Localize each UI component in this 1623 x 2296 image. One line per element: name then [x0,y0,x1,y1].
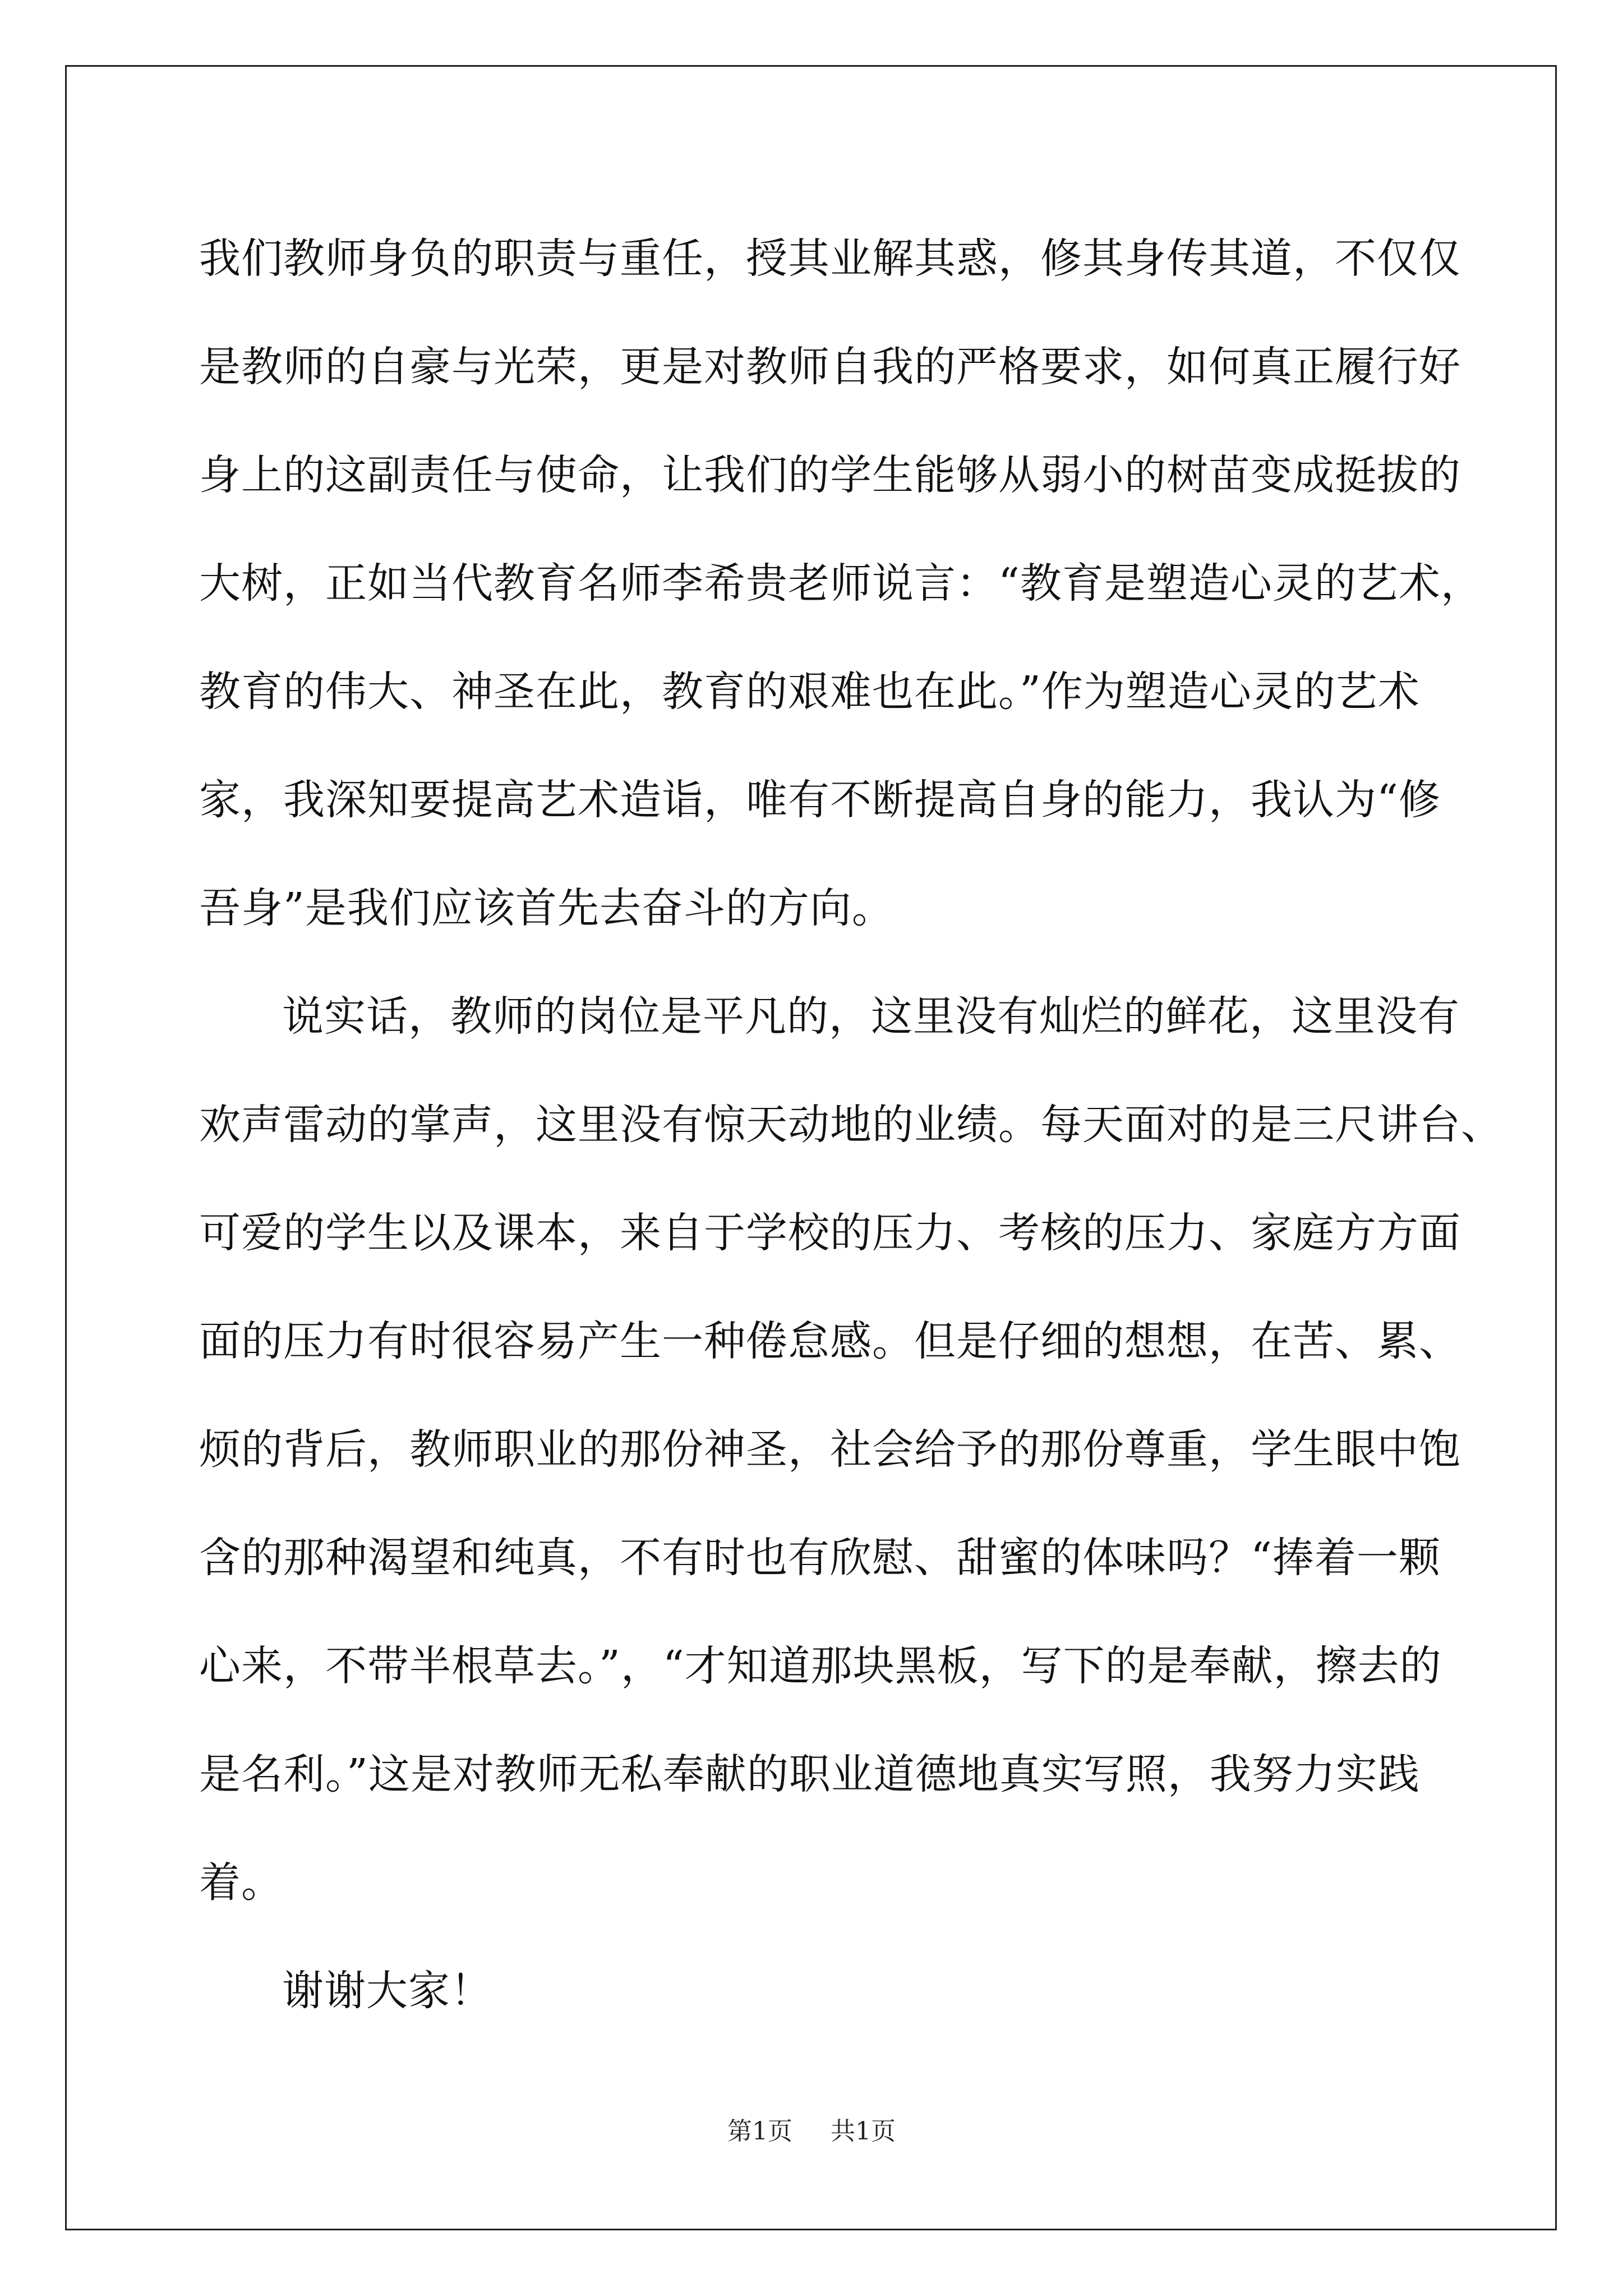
paragraph-start-line: 说实话，教师的岗位是平凡的，这里没有灿烂的鲜花，这里没有 [282,992,1460,1041]
text-line: 烦的背后，教师职业的那份神圣，社会给予的那份尊重，学生眼中饱 [199,1425,1461,1474]
text-line: 大树，正如当代教育名师李希贵老师说言：“教育是塑造心灵的艺术， [199,559,1483,608]
page-total: 共1页 [831,2117,896,2146]
text-line: 着。 [199,1858,283,1907]
closing-line: 谢谢大家！ [282,1967,492,2015]
text-line: 是名利。”这是对教师无私奉献的职业道德地真实写照，我努力实践 [199,1750,1420,1798]
text-line: 家，我深知要提高艺术造诣，唯有不断提高自身的能力，我认为“修 [199,776,1441,824]
page-number: 第1页 [727,2117,792,2146]
text-line: 心来，不带半根草去。”，“才知道那块黑板，写下的是奉献，擦去的 [199,1642,1442,1690]
document-body [199,205,1503,2045]
text-line: 面的压力有时很容易产生一种倦怠感。但是仔细的想想，在苦、累、 [199,1317,1461,1365]
text-line: 可爱的学生以及课本，来自于学校的压力、考核的压力、家庭方方面 [199,1209,1461,1257]
page-footer [0,2115,1623,2148]
text-line: 教育的伟大、神圣在此，教育的艰难也在此。”作为塑造心灵的艺术 [199,668,1420,716]
text-line: 欢声雷动的掌声，这里没有惊天动地的业绩。每天面对的是三尺讲台、 [199,1101,1503,1149]
text-line: 身上的这副责任与使命，让我们的学生能够从弱小的树苗变成挺拔的 [199,451,1461,499]
text-line: 含的那种渴望和纯真，不有时也有欣慰、甜蜜的体味吗？“捧着一颗 [199,1534,1441,1582]
text-line: 我们教师身负的职责与重任，授其业解其惑，修其身传其道，不仅仅 [199,234,1461,283]
text-line: 是教师的自豪与光荣，更是对教师自我的严格要求，如何真正履行好 [199,343,1461,391]
text-line: 吾身”是我们应该首先去奋斗的方向。 [199,884,894,932]
